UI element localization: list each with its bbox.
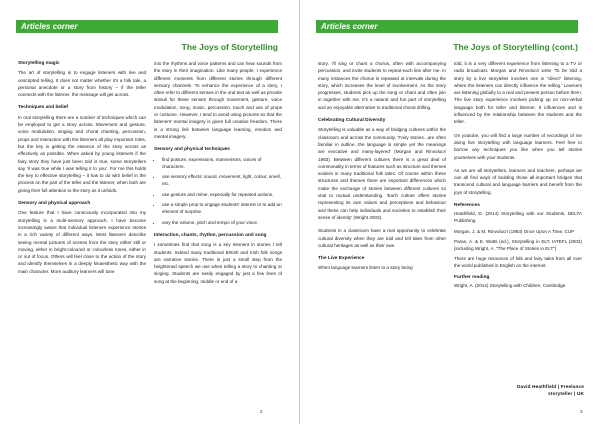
credit-line: David Heathfield | Freelance bbox=[517, 384, 584, 389]
reference-item: Heathfield, D. (2014) Storytelling with our Students, DELTA Publishing. bbox=[454, 211, 582, 223]
list-item: • find posture, expressions, mannerisms, voices of characters. bbox=[162, 156, 282, 171]
section-banner bbox=[316, 20, 578, 33]
reference-item: Morgan, J. & M. Rinvolucri (1983) Once Upon A Time, CUP bbox=[454, 228, 575, 234]
paragraph: into the rhythms and voice patterns and can hear sounds from the story in their imagination. Like many people, I experience different moments from different stories through different sensory channels. To enhance the experience of a story, I often refer to different senses in the oral text as well as provide stimuli for these senses through movement, gesture, voice modulation, song, music, percussion, touch and use of props or costume. However, I tend to avoid using pictures so that the listeners' mental imagery is given full creative freedom. There is a strong link between language learning, emotion and mental imagery. bbox=[154, 61, 282, 139]
left-column-1 bbox=[18, 60, 146, 281]
heading-cultural-diversity: Celebrating Cultural Diversity bbox=[318, 118, 386, 124]
right-column-2 bbox=[454, 60, 582, 293]
paragraph: As we are all storytellers, learners and teachers, perhaps we can all find ways of building those all-important bridges that transcend cultural and language barriers and benefit from the joys of storytelling. bbox=[454, 167, 582, 195]
list-item: • use sensory effects: sound, movement, light, colour, smell, etc. bbox=[162, 173, 282, 188]
heading-references: References bbox=[454, 203, 480, 209]
author-credit bbox=[480, 383, 584, 397]
heading-storytelling-magic: Storytelling magic bbox=[18, 61, 60, 66]
heading-sensory-techniques: Sensory and physical techniques bbox=[154, 147, 230, 153]
paragraph: I sometimes find that song is a key element in stories I tell students. Indeed many traditional British and Irish folk songs are narrative stories. There is just a small step from the heightened speech we use when telling a story to chanting or singing. Students are easily engaged by just a few lines of song at the beginning, middle or end of a bbox=[154, 242, 282, 284]
right-page bbox=[300, 0, 600, 424]
banner-label: Articles corner bbox=[321, 22, 378, 31]
paragraph: Storytelling is valuable as a way of bridging cultures within the classroom and across the community. 'Fairy stories...are often familiar in outline...the language is simple yet the meanings are evocative and many-layered' (Morgan and Rinvolucri 1983). Between different cultures there is a great deal of commonality in terms of features such as structure and themes evident in many traditional folk tales. Of course within these structures and themes there are important differences which make the exchange of stories between different cultures so vital to mutual understanding. 'Each culture offers stories representing its own values and perceptions and behaviour and these can help individuals and societies to establish their sense of identity' (Wright 2003). bbox=[318, 127, 446, 220]
paragraph: Students in a classroom have a real opportunity to celebrate cultural diversity when they are told and tell tales from other cultural heritages as well as their own. bbox=[318, 228, 446, 248]
right-column-1 bbox=[318, 60, 446, 278]
list-item: • vary the volume, pitch and tempo of your voice. bbox=[162, 219, 282, 226]
paragraph: story. I'll sing or chant a chorus, often with accompanying percussion, and invite students to repeat each line after me. In many instances the chorus is repeated at intervals during the story, which increases the level of involvement. As the story progresses, students pick up the song or chant and often join in together with me. It's a natural and fun part of storytelling and an enjoyable alternative to traditional choral drilling. bbox=[318, 61, 446, 110]
paragraph: In oral storytelling there are a number of techniques which can be employed to get a story across. Movement and gesture, voice modulation, singing and choral chanting, percussion, props and interaction with the listeners all play important roles, but the key is getting the essence of the story across as effectively as possible. When asked by young listeners if the fairy story they have just been told is true, some storytellers say 'it was true while I was telling it to you'. For me this holds the key to effective storytelling – it has to do with belief in the process on the part of the teller and the listener, when both are giving their full attention to the story as it unfolds. bbox=[18, 114, 146, 193]
list-item: • use a simple prop to engage students' interest or to add an element of surprise. bbox=[162, 201, 282, 216]
paragraph: On youtube, you will find a large number of recordings of me doing live storytelling with language learners. Feel free to borrow any techniques you like when you tell stories yourselves with your students. bbox=[454, 132, 582, 160]
article-title: The Joys of Storytelling (cont.) bbox=[453, 42, 578, 52]
credit-line: storyteller | UK bbox=[548, 391, 584, 396]
page-number: 3 bbox=[580, 409, 583, 414]
reference-item: There are huge resources of folk and fairy tales from all over the world published in English on the internet. bbox=[454, 256, 582, 268]
section-banner bbox=[16, 20, 278, 33]
heading-sensory: Sensory and physical approach bbox=[18, 201, 91, 207]
heading-techniques: Techniques and belief bbox=[18, 105, 69, 111]
heading-further-reading: Further reading bbox=[454, 274, 490, 280]
heading-interaction: Interaction, chants, rhythm, percussion and song bbox=[154, 232, 267, 238]
article-title: The Joys of Storytelling bbox=[181, 42, 278, 52]
heading-live-experience: The Live Experience bbox=[318, 256, 365, 262]
page-number: 2 bbox=[260, 409, 263, 414]
paragraph: The art of storytelling is to engage listeners with live and unscripted telling. It does not matter whether it's a folk tale, a personal anecdote or a story from history – if the teller connects with the listener, the message will get across. bbox=[18, 70, 146, 98]
banner-label: Articles corner bbox=[21, 22, 78, 31]
paragraph: told, it is a very different experience from listening to a TV or radio broadcast. Morgan and Rinvolucri write 'To be told a story by a live storyteller involves one in "direct" listening, where the listeners can directly influence the telling.' Learners are listening globally to a real and present person before them. The live story experience involves picking up on non-verbal language both for teller and listener. It influences and is influenced by the relationship between the students and the teller. bbox=[454, 61, 582, 125]
reference-item: Paran, A. & E. Watts (ed.), Storytelling in ELT, IATEFL (2003) (including Wright, A. "The Place of Stories in ELT") bbox=[454, 239, 582, 251]
paragraph: One feature that I have consciously incorporated into my storytelling is a multi-sensory approach. I have become increasingly aware that individual listeners experience stories in a rich variety of different ways. Most listeners describe seeing mental pictures of scenes from the story either still or moving, either in bright-coloured or colourless tones, either in or out of focus. Others will feel close to the action of the story and identify themselves in a deeply kinaesthetic way with the main character. More auditory learners will tune bbox=[18, 210, 146, 274]
technique-list bbox=[154, 156, 282, 226]
further-reading-item: Wright, A. (2014) Storytelling with Children, Cambridge. bbox=[454, 282, 567, 288]
list-item: • use gesture and mime, especially for repeated actions. bbox=[162, 191, 282, 198]
paragraph: When language learners listen to a story being bbox=[318, 265, 413, 271]
left-column-2 bbox=[154, 60, 282, 291]
